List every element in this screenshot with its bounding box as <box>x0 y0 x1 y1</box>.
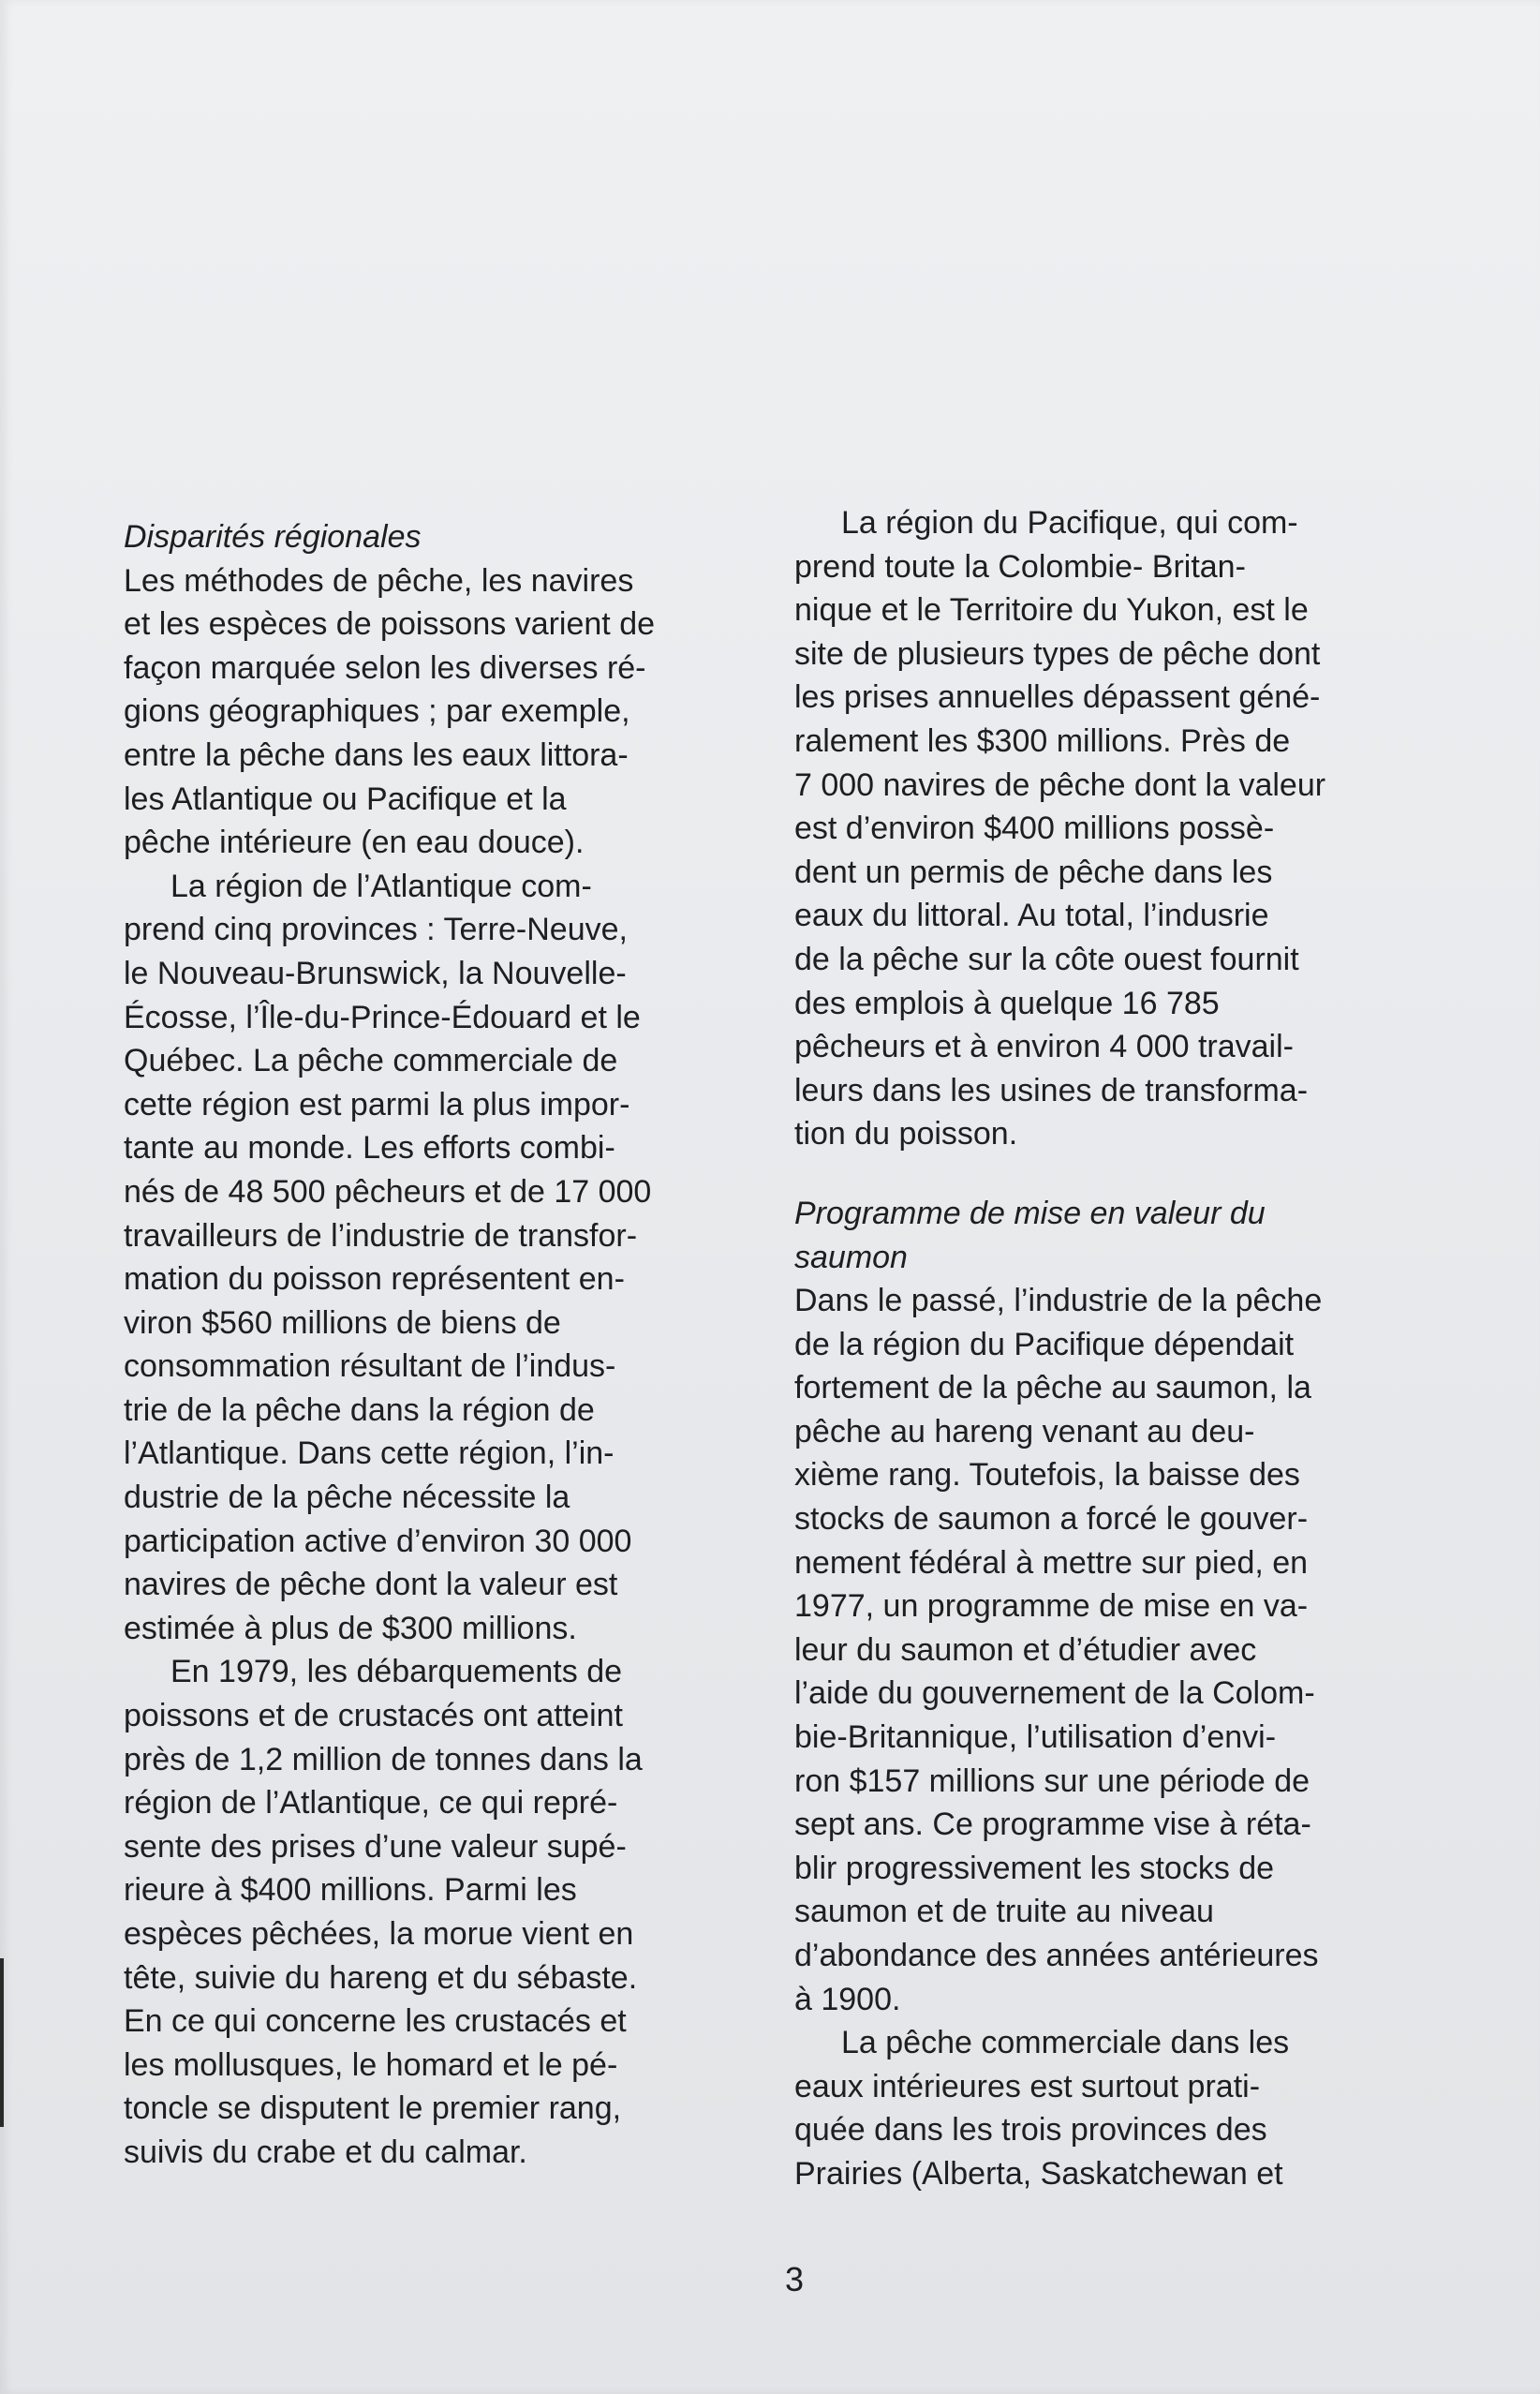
text-line: nés de 48 500 pêcheurs et de 17 000 <box>124 1173 652 1210</box>
text-line: Écosse, l’Île-du-Prince-Édouard et le <box>124 999 641 1035</box>
text-line: pêcheurs et à environ 4 000 travail- <box>794 1029 1294 1065</box>
paragraph-fishing-methods <box>124 559 761 865</box>
text-line: La pêche commerciale dans les <box>841 2025 1290 2061</box>
text-line: pêche au hareng venant au deu- <box>794 1413 1255 1450</box>
section-heading-regional-disparities <box>124 515 761 559</box>
text-line: suivis du crabe et du calmar. <box>124 2134 527 2170</box>
text-line: entre la pêche dans les eaux littora- <box>124 736 629 773</box>
text-line: de la pêche sur la côte ouest fournit <box>794 941 1299 977</box>
text-line: l’Atlantique. Dans cette région, l’in- <box>124 1435 615 1472</box>
text-line: toncle se disputent le premier rang, <box>124 2090 622 2127</box>
text-line: trie de la pêche dans la région de <box>124 1391 595 1428</box>
binding-edge-shadow <box>0 1958 4 2127</box>
text-line: sente des prises d’une valeur supé- <box>124 1828 627 1865</box>
text-line: participation active d’environ 30 000 <box>124 1523 632 1559</box>
text-line: Dans le passé, l’industrie de la pêche <box>794 1283 1323 1319</box>
text-line: est d’environ $400 millions possè- <box>794 810 1275 847</box>
text-line: rieure à $400 millions. Parmi les <box>124 1872 577 1909</box>
text-line: 1977, un programme de mise en va- <box>794 1588 1309 1625</box>
text-line: nique et le Territoire du Yukon, est le <box>794 592 1309 629</box>
text-line: et les espèces de poissons varient de <box>124 606 656 643</box>
paragraph-pacific-region <box>794 501 1431 1156</box>
text-line: tion du poisson. <box>794 1116 1018 1152</box>
text-line: eaux du littoral. Au total, l’indusrie <box>794 898 1269 934</box>
text-line: d’abondance des années antérieures <box>794 1938 1319 1973</box>
text-line: La région du Pacifique, qui com- <box>841 505 1298 541</box>
text-line: leur du saumon et d’étudier avec <box>794 1631 1257 1668</box>
text-line: l’aide du gouvernement de la Colom- <box>794 1675 1315 1712</box>
text-line: des emplois à quelque 16 785 <box>794 985 1220 1021</box>
text-line: tête, suivie du hareng et du sébaste. <box>124 1959 638 1996</box>
text-line: En ce qui concerne les crustacés et <box>124 2003 627 2040</box>
text-line: les Atlantique ou Pacifique et la <box>124 781 567 817</box>
text-line: sept ans. Ce programme vise à réta- <box>794 1807 1311 1843</box>
text-line: Québec. La pêche commerciale de <box>124 1043 618 1079</box>
text-line: En 1979, les débarquements de <box>170 1654 623 1690</box>
text-line: gions géographiques ; par exemple, <box>124 693 630 730</box>
text-line: blir progressivement les stocks de <box>794 1850 1275 1886</box>
heading-line: Disparités régionales <box>124 519 422 555</box>
text-line: le Nouveau-Brunswick, la Nouvelle- <box>124 955 627 991</box>
text-line: dustrie de la pêche nécessite la <box>124 1480 570 1516</box>
paragraph-landings-1979 <box>124 1650 761 2174</box>
text-line: ralement les $300 millions. Près de <box>794 722 1291 759</box>
text-line: estimée à plus de $300 millions. <box>124 1610 577 1646</box>
text-line: pêche intérieure (en eau douce). <box>124 825 585 861</box>
page-number: 3 <box>784 2260 805 2298</box>
text-line: à 1900. <box>794 1981 901 2017</box>
right-column <box>794 501 1431 2196</box>
text-line: viron $560 millions de biens de <box>124 1304 561 1341</box>
text-line: fortement de la pêche au saumon, la <box>794 1370 1311 1406</box>
text-line: 7 000 navires de pêche dont la valeur <box>794 766 1326 803</box>
text-line: eaux intérieures est surtout prati- <box>794 2068 1261 2104</box>
text-line: de la région du Pacifique dépendait <box>794 1326 1295 1362</box>
text-line: xième rang. Toutefois, la baisse des <box>794 1457 1300 1494</box>
text-line: stocks de saumon a forcé le gouver- <box>794 1501 1309 1538</box>
text-line: cette région est parmi la plus impor- <box>124 1086 630 1123</box>
text-line: Prairies (Alberta, Saskatchewan et <box>794 2155 1283 2192</box>
text-line: ron $157 millions sur une période de <box>794 1762 1310 1799</box>
text-line: saumon et de truite au niveau <box>794 1894 1214 1930</box>
text-line: tante au monde. Les efforts combi- <box>124 1130 615 1167</box>
text-line: Les méthodes de pêche, les navires <box>124 562 634 599</box>
left-column <box>124 515 761 2175</box>
text-line: près de 1,2 million de tonnes dans la <box>124 1741 643 1777</box>
text-line: bie-Britannique, l’utilisation d’envi- <box>794 1719 1277 1756</box>
text-line: nement fédéral à mettre sur pied, en <box>794 1544 1309 1581</box>
paragraph-inland-fishing <box>794 2021 1431 2195</box>
heading-line: Programme de mise en valeur du <box>794 1195 1266 1231</box>
text-line: navires de pêche dont la valeur est <box>124 1567 618 1603</box>
text-line: façon marquée selon les diverses ré- <box>124 649 646 686</box>
text-line: les mollusques, le homard et le pé- <box>124 2046 618 2083</box>
text-line: leurs dans les usines de transforma- <box>794 1072 1309 1108</box>
text-line: prend toute la Colombie- Britan- <box>794 548 1246 585</box>
section-gap <box>794 1156 1431 1192</box>
text-line: prend cinq provinces : Terre-Neuve, <box>124 912 628 948</box>
text-line: site de plusieurs types de pêche dont <box>794 635 1321 672</box>
section-heading-salmon-program <box>794 1192 1431 1279</box>
text-line: région de l’Atlantique, ce qui repré- <box>124 1785 618 1822</box>
text-line: mation du poisson représentent en- <box>124 1261 625 1298</box>
text-line: travailleurs de l’industrie de transfor- <box>124 1217 638 1254</box>
text-line: dent un permis de pêche dans les <box>794 854 1273 890</box>
text-line: La région de l’Atlantique com- <box>170 868 592 904</box>
heading-line: saumon <box>794 1239 908 1275</box>
text-line: espèces pêchées, la morue vient en <box>124 1916 634 1952</box>
paragraph-salmon-history <box>794 1279 1431 2021</box>
text-line: poissons et de crustacés ont atteint <box>124 1698 623 1734</box>
text-line: consommation résultant de l’indus- <box>124 1348 616 1385</box>
text-line: quée dans les trois provinces des <box>794 2112 1267 2149</box>
paragraph-atlantic-region <box>124 865 761 1651</box>
text-line: les prises annuelles dépassent géné- <box>794 679 1321 716</box>
